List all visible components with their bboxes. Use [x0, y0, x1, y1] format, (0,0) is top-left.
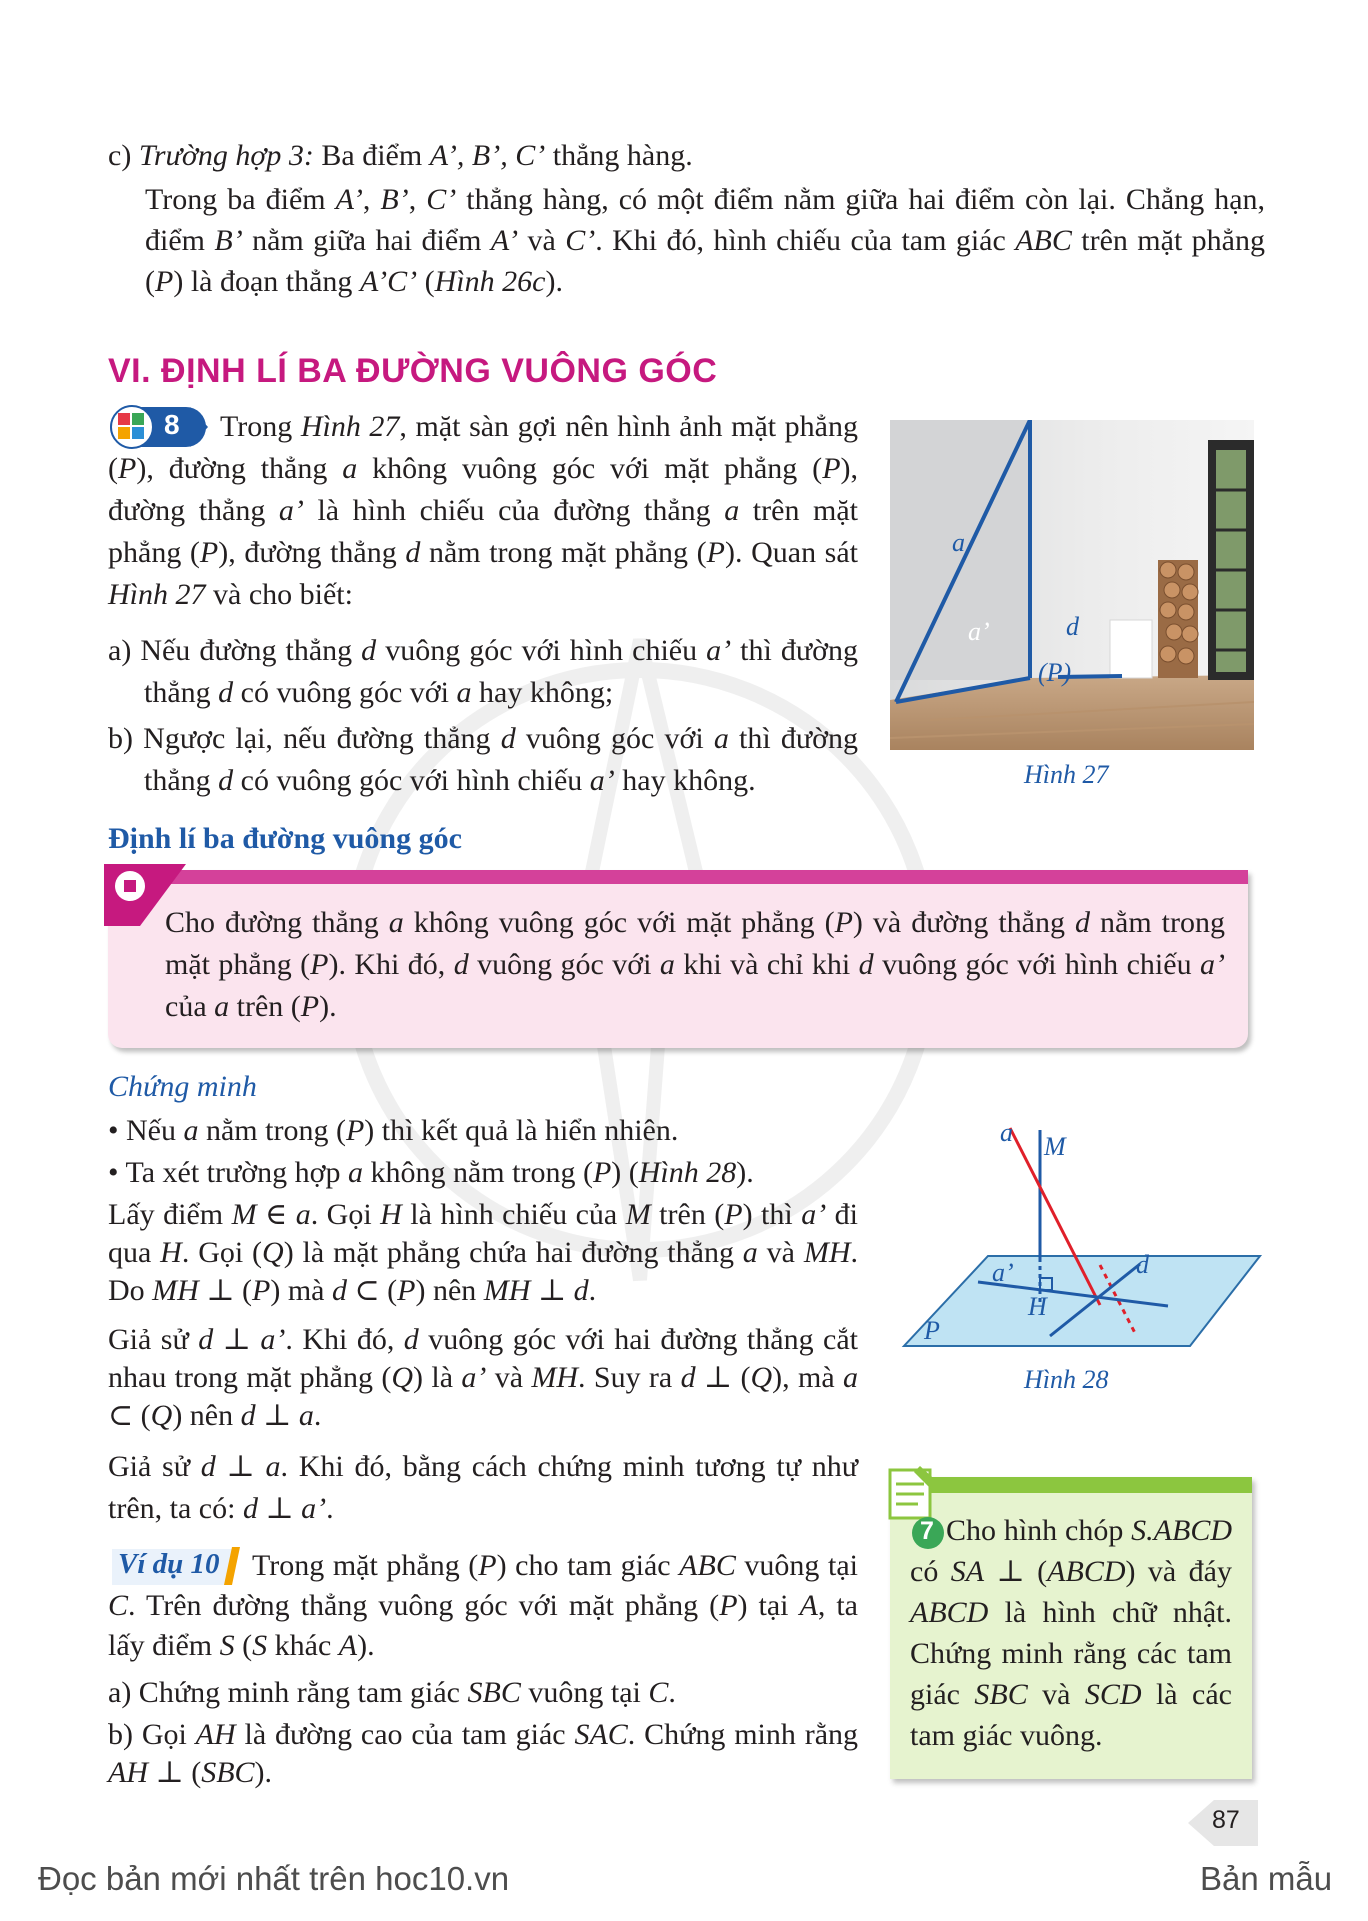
text-run: có vuông góc với	[233, 676, 457, 709]
text-run: ⊥	[257, 1492, 302, 1525]
text-run: a) Nếu đường thẳng	[108, 634, 362, 667]
text-run: trên mặt phẳng (	[145, 224, 1265, 298]
text-run: ) mà	[270, 1274, 332, 1307]
footer-link-text[interactable]: Đọc bản mới nhất trên hoc10.vn	[38, 1860, 510, 1897]
proof-paragraph-3	[108, 1446, 858, 1530]
text-run: . Suy ra	[578, 1361, 681, 1394]
text-run: Q	[750, 1361, 773, 1394]
text-run: . Gọi (	[181, 1236, 263, 1269]
text-run: Hình 26c	[434, 265, 546, 298]
text-run: P	[719, 1589, 738, 1622]
text-run: P	[300, 990, 320, 1023]
text-run: d	[240, 1399, 256, 1432]
text-run: B’	[380, 183, 409, 216]
proof-paragraph-1	[108, 1196, 858, 1310]
text-run: thẳng hàng, có một điểm nằm giữa hai điểm còn lại. Chẳng hạn, điểm	[145, 183, 1266, 257]
text-run: a	[214, 990, 230, 1023]
text-run: a	[713, 722, 729, 755]
text-run: AH	[108, 1756, 148, 1789]
text-run: đi qua	[108, 1198, 858, 1269]
theorem-title: Định lí ba đường vuông góc	[108, 822, 462, 855]
text-run: ) là mặt phẳng chứa hai đường thẳng	[283, 1236, 743, 1269]
text-run: Trong ba điểm	[145, 183, 336, 216]
text-run: ), đường thẳng	[108, 452, 859, 527]
text-run: ∈	[256, 1198, 296, 1231]
text-run: A’	[490, 224, 519, 257]
text-run: a’	[589, 764, 615, 797]
text-run: a) Chứng minh rằng tam giác	[108, 1676, 468, 1709]
text-run: ) và đáy	[1125, 1555, 1232, 1588]
text-run: a	[456, 676, 472, 709]
text-run: nằm trong mặt phẳng (	[420, 536, 707, 569]
text-run: P	[310, 948, 329, 981]
text-run: a	[265, 1450, 281, 1483]
fig28-label-P: P	[924, 1316, 940, 1345]
text-run: a	[843, 1361, 858, 1394]
text-run: Giả sử	[108, 1323, 199, 1356]
text-run: vuông tại	[520, 1676, 649, 1709]
text-run: P	[834, 906, 853, 939]
text-run: (	[417, 265, 435, 298]
text-run: P	[252, 1274, 271, 1307]
page-number: 87	[1212, 1806, 1240, 1834]
text-run: và cho biết:	[205, 578, 353, 611]
proof-paragraph-2	[108, 1321, 858, 1435]
text-run: d	[858, 948, 874, 981]
example-question-b	[108, 1716, 858, 1792]
text-run: ⊥	[530, 1274, 574, 1307]
text-run: . Khi đó, bằng cách chứng minh tương tự như trên, ta có:	[108, 1450, 859, 1525]
text-run: a	[298, 1399, 314, 1432]
text-run: Hình 27	[300, 410, 400, 443]
text-run: a’	[461, 1361, 487, 1394]
text-run: . Do	[108, 1236, 858, 1307]
text-run: vuông góc với hai đường thẳng cắt nhau trong mặt phẳng (	[108, 1323, 859, 1394]
text-run: thì đường thẳng	[144, 722, 859, 797]
text-run: trên (	[650, 1198, 725, 1231]
text-run: ).	[254, 1756, 273, 1789]
text-run: • Nếu	[108, 1114, 184, 1147]
text-run: d	[405, 536, 421, 569]
text-run: S.ABCD	[1131, 1514, 1232, 1547]
text-run: ). Khi đó,	[328, 948, 454, 981]
text-run: d	[242, 1492, 258, 1525]
text-run: H	[160, 1236, 182, 1269]
text-run: a’	[260, 1323, 286, 1356]
text-run: Cho đường thẳng	[165, 906, 389, 939]
text-run: d	[403, 1323, 419, 1356]
text-run: và	[757, 1236, 804, 1269]
text-run: d	[218, 764, 234, 797]
text-run: ) cho tam giác	[496, 1549, 680, 1582]
text-run: nằm trong mặt phẳng (	[165, 906, 1225, 981]
text-run: C	[108, 1589, 129, 1622]
fig28-label-d: d	[1136, 1250, 1149, 1279]
text-run: S	[252, 1629, 268, 1662]
text-run: hay không;	[471, 676, 614, 709]
text-run: ) và đường thẳng	[852, 906, 1075, 939]
section-title: VI. ĐỊNH LÍ BA ĐƯỜNG VUÔNG GÓC	[108, 352, 718, 390]
text-run: ⊥ (	[984, 1555, 1048, 1588]
text-run: d	[453, 948, 469, 981]
proof-title: Chứng minh	[108, 1070, 257, 1103]
text-run: d	[680, 1361, 696, 1394]
text-run: Giả sử	[108, 1450, 201, 1483]
text-run: và	[1027, 1678, 1085, 1711]
text-run: P	[706, 536, 725, 569]
text-run: P	[155, 265, 174, 298]
text-run: là các tam giác vuông.	[910, 1678, 1232, 1752]
text-run: vuông góc với hình chiếu	[873, 948, 1200, 981]
text-run: C’	[426, 183, 457, 216]
text-run: ABCD	[910, 1596, 989, 1629]
text-run: MH	[152, 1274, 199, 1307]
text-run: a	[742, 1236, 758, 1269]
text-run: Hình 28	[638, 1156, 737, 1189]
text-run: a’	[1200, 948, 1225, 981]
text-run: có vuông góc với hình chiếu	[233, 764, 590, 797]
text-run: SCD	[1084, 1678, 1142, 1711]
fig27-label-a-prime: a’	[968, 617, 990, 646]
text-run: d	[361, 634, 377, 667]
text-run: là hình chữ nhật. Chứng minh rằng các tam giác	[910, 1596, 1232, 1711]
text-run: . Chứng minh rằng	[627, 1718, 859, 1751]
example-label: Ví dụ 10	[118, 1548, 220, 1580]
figure-28-diagram	[900, 1120, 1270, 1350]
text-run: có	[910, 1555, 951, 1588]
text-run: ) nên	[415, 1274, 484, 1307]
case3-heading: c) Trường hợp 3: Ba điểm A’, B’, C’ thẳng hàng.	[108, 139, 693, 172]
text-run: ABC	[679, 1549, 736, 1582]
text-run: . Trên đường thẳng vuông góc với mặt phẳng (	[128, 1589, 720, 1622]
text-run: M	[625, 1198, 651, 1231]
text-run: SBC	[974, 1678, 1028, 1711]
text-run: SBC	[467, 1676, 521, 1709]
text-run: MH	[803, 1236, 851, 1269]
text-run: SBC	[201, 1756, 255, 1789]
text-run: a’	[706, 634, 732, 667]
text-run: ⊂ (	[108, 1399, 151, 1432]
text-run: .	[313, 1399, 322, 1432]
text-run: d	[198, 1323, 214, 1356]
fig28-label-a: a	[1000, 1118, 1013, 1147]
text-run: thì đường thẳng	[144, 634, 859, 709]
text-run: . Khi đó, hình chiếu của tam giác	[595, 224, 1016, 257]
text-run: a	[388, 906, 404, 939]
text-run: ).	[545, 265, 563, 298]
text-run: SAC	[574, 1718, 628, 1751]
text-run: nằm giữa hai điểm	[242, 224, 491, 257]
text-run: ⊥	[255, 1399, 299, 1432]
text-run: a’	[801, 1198, 827, 1231]
fig27-label-a: a	[952, 528, 965, 557]
text-run: là hình chiếu của	[401, 1198, 626, 1231]
text-run: (	[234, 1629, 253, 1662]
text-run: ) là	[413, 1361, 462, 1394]
text-run: ⊥	[215, 1450, 266, 1483]
text-run: d	[573, 1274, 589, 1307]
text-run: Q	[150, 1399, 173, 1432]
text-run: ABCD	[1047, 1555, 1126, 1588]
text-run: .	[326, 1492, 334, 1525]
text-run: trên (	[229, 990, 301, 1023]
text-run: vuông góc với hình chiếu	[376, 634, 707, 667]
text-run: là hình chiếu của đường thẳng	[303, 494, 725, 527]
text-run: . Khi đó,	[285, 1323, 404, 1356]
fig28-caption: Hình 28	[1024, 1365, 1109, 1394]
text-run: ⊥	[213, 1323, 261, 1356]
text-run: và	[486, 1361, 532, 1394]
text-run: ) nên	[172, 1399, 241, 1432]
text-run: S	[219, 1629, 235, 1662]
text-run: ) là đoạn thẳng	[173, 265, 360, 298]
text-run: nằm trong (	[198, 1114, 346, 1147]
activity-question-b	[108, 718, 858, 802]
practice-number: 7	[920, 1517, 934, 1545]
text-run: • Ta xét trường hợp	[108, 1156, 348, 1189]
text-run: b) Ngược lại, nếu đường thẳng	[108, 722, 501, 755]
text-run: b) Gọi	[108, 1718, 196, 1751]
text-run: P	[822, 452, 841, 485]
proof-bullet-1	[108, 1110, 868, 1152]
text-run: không vuông góc với mặt phẳng (	[403, 906, 835, 939]
text-run: ) (	[611, 1156, 639, 1189]
example-question-a	[108, 1672, 858, 1714]
text-run: ), đường thẳng	[136, 452, 343, 485]
text-run: ) tại	[737, 1589, 800, 1622]
footer-sample-label: Bản mẫu	[1200, 1860, 1333, 1897]
example-intro	[108, 1546, 858, 1666]
text-run: C	[648, 1676, 669, 1709]
text-run: a’	[278, 494, 304, 527]
text-run: ), đường thẳng	[218, 536, 406, 569]
text-run: AH	[195, 1718, 236, 1751]
text-run: ).	[357, 1629, 375, 1662]
fig27-caption: Hình 27	[1024, 760, 1109, 789]
text-run: C’	[565, 224, 596, 257]
text-run: không vuông góc với mặt phẳng (	[357, 452, 823, 485]
text-run: a	[183, 1114, 199, 1147]
text-run: SA	[950, 1555, 985, 1588]
text-run: M	[231, 1198, 257, 1231]
text-run: d	[218, 676, 234, 709]
fig27-label-d: d	[1066, 612, 1079, 641]
text-run: vuông góc với	[468, 948, 660, 981]
text-run: ) thì kết quả là hiển nhiên.	[364, 1114, 679, 1147]
text-run: a	[342, 452, 358, 485]
text-run: ), mà	[772, 1361, 843, 1394]
text-run: d	[1075, 906, 1090, 939]
text-run: P	[345, 1114, 365, 1147]
text-run: P	[397, 1274, 416, 1307]
text-run: khi và chỉ khi	[674, 948, 859, 981]
text-run: A	[338, 1629, 358, 1662]
text-run: ⊂ (	[347, 1274, 398, 1307]
text-run: P	[592, 1156, 612, 1189]
text-run: P	[478, 1549, 497, 1582]
text-run: ⊥ (	[148, 1756, 202, 1789]
text-run: P	[724, 1198, 743, 1231]
case3-paragraph	[145, 179, 1265, 302]
text-run: vuông tại	[735, 1549, 858, 1582]
text-run: , ta lấy điểm	[108, 1589, 858, 1662]
text-run: Lấy điểm	[108, 1198, 232, 1231]
text-run: ,	[362, 183, 381, 216]
fig27-label-p: (P)	[1038, 658, 1072, 687]
text-run: vuông góc với	[515, 722, 714, 755]
text-run: Cho hình chóp	[946, 1514, 1132, 1547]
text-run: A	[799, 1589, 818, 1622]
text-run: A’C’	[359, 265, 418, 298]
text-run: a	[295, 1198, 311, 1231]
text-run: ). Quan sát	[724, 536, 858, 569]
text-run: a’	[301, 1492, 327, 1525]
text-run: d	[500, 722, 516, 755]
text-run: a	[724, 494, 740, 527]
practice-body	[910, 1510, 1232, 1756]
text-run: Q	[262, 1236, 284, 1269]
figure-27-room	[890, 420, 1254, 750]
text-run: .	[588, 1274, 597, 1307]
text-run: ).	[736, 1156, 754, 1189]
activity-number: 8	[164, 409, 180, 440]
text-run: là đường cao của tam giác	[235, 1718, 575, 1751]
text-run: và	[518, 224, 566, 257]
fig28-label-H: H	[1028, 1292, 1047, 1321]
activity-intro	[108, 406, 858, 616]
text-run: của	[165, 990, 215, 1023]
text-run: ) thì	[742, 1198, 802, 1231]
activity-question-a	[108, 630, 858, 714]
text-run: d	[200, 1450, 216, 1483]
fig28-label-M: M	[1044, 1132, 1066, 1161]
text-run: H	[380, 1198, 402, 1231]
text-run: MH	[483, 1274, 531, 1307]
text-run: B’	[214, 224, 243, 257]
text-run: d	[332, 1274, 347, 1307]
text-run: MH	[531, 1361, 579, 1394]
fig28-label-a-prime: a’	[992, 1258, 1014, 1287]
text-run: ⊥ (	[695, 1361, 751, 1394]
proof-bullet-2	[108, 1152, 868, 1194]
text-run: Q	[391, 1361, 414, 1394]
text-run: . Gọi	[310, 1198, 381, 1231]
text-run: ).	[319, 990, 337, 1023]
text-run: a	[659, 948, 675, 981]
text-run: khác	[267, 1629, 339, 1662]
text-run: ,	[408, 183, 427, 216]
text-run: ABC	[1015, 224, 1072, 257]
text-run: P	[118, 452, 137, 485]
text-run: , mặt sàn gợi nên hình ảnh mặt phẳng (	[108, 410, 858, 485]
text-run: không nằm trong (	[362, 1156, 593, 1189]
text-run: Trong	[220, 410, 301, 443]
text-run: trên mặt phẳng (	[108, 494, 858, 569]
text-run: ⊥ (	[198, 1274, 253, 1307]
text-run: Hình 27	[108, 578, 206, 611]
text-run: a	[347, 1156, 363, 1189]
text-run: A’	[335, 183, 363, 216]
theorem-body	[165, 902, 1225, 1028]
text-run: hay không.	[614, 764, 756, 797]
text-run: Trong mặt phẳng (	[252, 1549, 479, 1582]
text-run: P	[199, 536, 219, 569]
text-run: .	[668, 1676, 676, 1709]
